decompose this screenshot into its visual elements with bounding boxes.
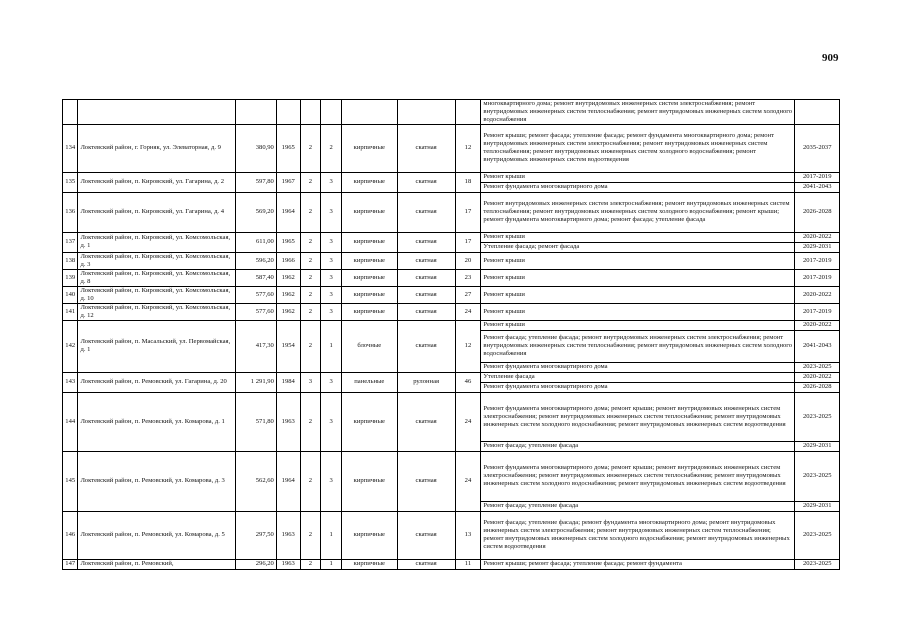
entrances-cell: 1 [321, 559, 342, 569]
period-cell: 2023-2025 [795, 511, 840, 559]
apartments-cell: 11 [455, 559, 481, 569]
roof-type-cell: скатная [397, 252, 455, 269]
roof-type-cell: скатная [397, 172, 455, 192]
floors-cell: 2 [300, 451, 321, 511]
table-row [63, 511, 840, 559]
works-cell: Ремонт фундамента многоквартирного дома; ремонт крыши; ремонт внутридомовых инженерных систем электроснабжения; ремонт внутридомовых инженерных систем теплоснабжения; ремонт внутридомовых инженерных систем холодного водоснабжения; ремонт внутридомовых инженерных систем водоотведения [481, 392, 795, 441]
year-cell: 1962 [276, 269, 300, 286]
works-cell: Ремонт фундамента многоквартирного дома; ремонт крыши; ремонт внутридомовых инженерных систем электроснабжения; ремонт внутридомовых инженерных систем теплоснабжения; ремонт внутридомовых инженерных систем холодного водоснабжения; ремонт внутридомовых инженерных систем водоотведения [481, 451, 795, 501]
address-cell: Локтевский район, п. Ремовский, [78, 559, 235, 569]
area-cell: 587,40 [235, 269, 276, 286]
wall-material-cell: кирпичные [341, 511, 397, 559]
table-row [63, 232, 840, 242]
table-row [63, 286, 840, 303]
roof-type-cell: скатная [397, 303, 455, 320]
table-row [63, 559, 840, 569]
floors-cell: 2 [300, 286, 321, 303]
entrances-cell: 1 [321, 511, 342, 559]
apartments-cell: 20 [455, 252, 481, 269]
period-cell: 2023-2025 [795, 451, 840, 501]
roof-type-cell: скатная [397, 232, 455, 252]
wall-material-cell: блочные [341, 320, 397, 372]
year-cell: 1962 [276, 303, 300, 320]
period-cell: 2026-2028 [795, 192, 840, 232]
capital-repair-table [62, 99, 840, 570]
entrances-cell: 2 [321, 124, 342, 172]
row-number-cell: 138 [63, 252, 78, 269]
table-row [63, 269, 840, 286]
address-cell: Локтевский район, п. Кировский, ул. Гагарина, д. 4 [78, 192, 235, 232]
works-cell: Ремонт внутридомовых инженерных систем электроснабжения; ремонт внутридомовых инженерных систем теплоснабжения; ремонт внутридомовых инженерных систем холодного водоснабжения; ремонт крыши; ремонт фундамента многоквартирного дома; ремонт фасада; утепление фасада [481, 192, 795, 232]
entrances-cell: 3 [321, 192, 342, 232]
table-row [63, 320, 840, 330]
area-cell: 577,60 [235, 303, 276, 320]
entrances-cell: 3 [321, 269, 342, 286]
row-number-cell: 142 [63, 320, 78, 372]
roof-type-cell: скатная [397, 192, 455, 232]
row-number-cell: 144 [63, 392, 78, 451]
apartments-cell: 13 [455, 511, 481, 559]
address-cell: Локтевский район, п. Кировский, ул. Комсомольская, д. 1 [78, 232, 235, 252]
year-cell: 1965 [276, 124, 300, 172]
row-number-cell: 147 [63, 559, 78, 569]
floors-cell: 2 [300, 192, 321, 232]
address-cell: Локтевский район, п. Ремовский, ул. Комарова, д. 5 [78, 511, 235, 559]
works-cell: Утепление фасада [481, 372, 795, 382]
row-number-cell: 146 [63, 511, 78, 559]
works-cell: Ремонт крыши [481, 232, 795, 242]
wall-material-cell: кирпичные [341, 124, 397, 172]
roof-type-cell: скатная [397, 320, 455, 372]
apartments-cell: 27 [455, 286, 481, 303]
period-cell: 2017-2019 [795, 172, 840, 182]
page-number: 909 [822, 52, 839, 64]
roof-type-cell: скатная [397, 392, 455, 451]
apartments-cell: 24 [455, 451, 481, 511]
works-cell: Ремонт крыши [481, 269, 795, 286]
entrances-cell: 3 [321, 303, 342, 320]
area-cell: 577,60 [235, 286, 276, 303]
address-cell: Локтевский район, п. Масальский, ул. Первомайская, д. 1 [78, 320, 235, 372]
apartments-cell: 23 [455, 269, 481, 286]
table-body [63, 100, 840, 570]
wall-material-cell: кирпичные [341, 192, 397, 232]
year-cell: 1967 [276, 172, 300, 192]
apartments-cell: 46 [455, 372, 481, 392]
address-cell: Локтевский район, п. Кировский, ул. Комсомольская, д. 3 [78, 252, 235, 269]
table-row [63, 303, 840, 320]
entrances-cell: 3 [321, 172, 342, 192]
apartments-cell: 17 [455, 232, 481, 252]
works-cell: Ремонт крыши [481, 320, 795, 330]
entrances-cell: 3 [321, 451, 342, 511]
works-cell: Ремонт крыши; ремонт фасада; утепление фасада; ремонт фундамента многоквартирного дома; ремонт внутридомовых инженерных систем электроснабжения; ремонт внутридомовых инженерных систем теплоснабжения; ремонт внутридомовых инженерных систем холодного водоснабжения; ремонт внутридомовых инженерных систем водоотведения [481, 124, 795, 172]
works-cell: Ремонт крыши [481, 303, 795, 320]
period-cell: 2041-2043 [795, 330, 840, 362]
period-cell: 2041-2043 [795, 182, 840, 192]
period-cell: 2020-2022 [795, 232, 840, 242]
area-cell: 611,00 [235, 232, 276, 252]
address-cell: Локтевский район, п. Ремовский, ул. Комарова, д. 1 [78, 392, 235, 451]
wall-material-cell: кирпичные [341, 392, 397, 451]
period-cell: 2029-2031 [795, 242, 840, 252]
area-cell: 380,90 [235, 124, 276, 172]
entrances-cell: 3 [321, 252, 342, 269]
roof-type-cell: скатная [397, 559, 455, 569]
address-cell [78, 100, 235, 125]
wall-material-cell: кирпичные [341, 252, 397, 269]
row-number-cell: 140 [63, 286, 78, 303]
period-cell: 2023-2025 [795, 559, 840, 569]
period-cell: 2023-2025 [795, 362, 840, 372]
entrances-cell [321, 100, 342, 125]
apartments-cell: 12 [455, 124, 481, 172]
roof-type-cell: скатная [397, 511, 455, 559]
floors-cell: 2 [300, 124, 321, 172]
address-cell: Локтевский район, п. Кировский, ул. Комсомольская, д. 8 [78, 269, 235, 286]
year-cell: 1964 [276, 451, 300, 511]
year-cell: 1963 [276, 511, 300, 559]
floors-cell: 2 [300, 392, 321, 451]
period-cell: 2035-2037 [795, 124, 840, 172]
wall-material-cell: кирпичные [341, 232, 397, 252]
table-row [63, 451, 840, 501]
floors-cell: 2 [300, 232, 321, 252]
wall-material-cell: кирпичные [341, 286, 397, 303]
row-number-cell: 134 [63, 124, 78, 172]
table-row [63, 124, 840, 172]
year-cell: 1963 [276, 559, 300, 569]
table-row [63, 392, 840, 441]
works-cell: Ремонт фундамента многоквартирного дома [481, 182, 795, 192]
works-cell: Ремонт крыши [481, 286, 795, 303]
row-number-cell [63, 100, 78, 125]
roof-type-cell: скатная [397, 451, 455, 511]
entrances-cell: 3 [321, 392, 342, 451]
wall-material-cell: кирпичные [341, 451, 397, 511]
floors-cell: 2 [300, 511, 321, 559]
area-cell [235, 100, 276, 125]
works-cell: Ремонт крыши [481, 252, 795, 269]
address-cell: Локтевский район, г. Горняк, ул. Элеваторная, д. 9 [78, 124, 235, 172]
floors-cell: 2 [300, 252, 321, 269]
year-cell: 1954 [276, 320, 300, 372]
floors-cell [300, 100, 321, 125]
address-cell: Локтевский район, п. Кировский, ул. Комсомольская, д. 12 [78, 303, 235, 320]
apartments-cell [455, 100, 481, 125]
roof-type-cell: рулонная [397, 372, 455, 392]
area-cell: 417,30 [235, 320, 276, 372]
floors-cell: 2 [300, 559, 321, 569]
row-number-cell: 141 [63, 303, 78, 320]
year-cell: 1964 [276, 192, 300, 232]
floors-cell: 2 [300, 172, 321, 192]
works-cell: Ремонт фундамента многоквартирного дома [481, 362, 795, 372]
wall-material-cell: панельные [341, 372, 397, 392]
works-cell: Ремонт фасада; утепление фасада [481, 501, 795, 511]
floors-cell: 3 [300, 372, 321, 392]
period-cell: 2026-2028 [795, 382, 840, 392]
area-cell: 596,20 [235, 252, 276, 269]
works-cell: Ремонт фундамента многоквартирного дома [481, 382, 795, 392]
row-number-cell: 137 [63, 232, 78, 252]
address-cell: Локтевский район, п. Кировский, ул. Комсомольская, д. 10 [78, 286, 235, 303]
area-cell: 1 291,90 [235, 372, 276, 392]
area-cell: 569,20 [235, 192, 276, 232]
area-cell: 562,60 [235, 451, 276, 511]
year-cell: 1962 [276, 286, 300, 303]
table-row [63, 100, 840, 125]
wall-material-cell: кирпичные [341, 303, 397, 320]
wall-material-cell: кирпичные [341, 559, 397, 569]
works-cell: Ремонт фасада; утепление фасада; ремонт фундамента многоквартирного дома; ремонт внутридомовых инженерных систем электроснабжения; ремонт внутридомовых инженерных систем теплоснабжения; ремонт внутридомовых инженерных систем холодного водоснабжения; ремонт внутридомовых инженерных систем водоотведения [481, 511, 795, 559]
wall-material-cell: кирпичные [341, 269, 397, 286]
row-number-cell: 145 [63, 451, 78, 511]
period-cell: 2017-2019 [795, 252, 840, 269]
address-cell: Локтевский район, п. Ремовский, ул. Гагарина, д. 20 [78, 372, 235, 392]
table-row [63, 372, 840, 382]
apartments-cell: 24 [455, 392, 481, 451]
wall-material-cell [341, 100, 397, 125]
works-cell: Ремонт фасада; утепление фасада; ремонт внутридомовых инженерных систем электроснабжения; ремонт внутридомовых инженерных систем теплоснабжения; ремонт внутридомовых инженерных систем холодного водоснабжения [481, 330, 795, 362]
floors-cell: 2 [300, 269, 321, 286]
area-cell: 597,80 [235, 172, 276, 192]
apartments-cell: 17 [455, 192, 481, 232]
address-cell: Локтевский район, п. Ремовский, ул. Комарова, д. 3 [78, 451, 235, 511]
area-cell: 296,20 [235, 559, 276, 569]
apartments-cell: 12 [455, 320, 481, 372]
area-cell: 297,50 [235, 511, 276, 559]
address-cell: Локтевский район, п. Кировский, ул. Гагарина, д. 2 [78, 172, 235, 192]
period-cell: 2020-2022 [795, 372, 840, 382]
period-cell [795, 100, 840, 125]
works-cell: Ремонт крыши; ремонт фасада; утепление фасада; ремонт фундамента [481, 559, 795, 569]
table-row [63, 172, 840, 182]
entrances-cell: 1 [321, 320, 342, 372]
period-cell: 2017-2019 [795, 303, 840, 320]
roof-type-cell [397, 100, 455, 125]
entrances-cell: 3 [321, 372, 342, 392]
works-cell: Ремонт фасада; утепление фасада [481, 441, 795, 451]
row-number-cell: 135 [63, 172, 78, 192]
table-row [63, 252, 840, 269]
wall-material-cell: кирпичные [341, 172, 397, 192]
apartments-cell: 24 [455, 303, 481, 320]
entrances-cell: 3 [321, 232, 342, 252]
row-number-cell: 136 [63, 192, 78, 232]
floors-cell: 2 [300, 320, 321, 372]
year-cell: 1984 [276, 372, 300, 392]
works-cell: Ремонт крыши [481, 172, 795, 182]
period-cell: 2020-2022 [795, 286, 840, 303]
year-cell [276, 100, 300, 125]
table-row [63, 192, 840, 232]
roof-type-cell: скатная [397, 269, 455, 286]
period-cell: 2020-2022 [795, 320, 840, 330]
period-cell: 2017-2019 [795, 269, 840, 286]
apartments-cell: 18 [455, 172, 481, 192]
works-cell: Утепление фасада; ремонт фасада [481, 242, 795, 252]
year-cell: 1966 [276, 252, 300, 269]
entrances-cell: 3 [321, 286, 342, 303]
period-cell: 2023-2025 [795, 392, 840, 441]
year-cell: 1963 [276, 392, 300, 451]
year-cell: 1965 [276, 232, 300, 252]
row-number-cell: 143 [63, 372, 78, 392]
row-number-cell: 139 [63, 269, 78, 286]
floors-cell: 2 [300, 303, 321, 320]
works-cell: многоквартирного дома; ремонт внутридомовых инженерных систем электроснабжения; ремонт внутридомовых инженерных систем теплоснабжения; ремонт внутридомовых инженерных систем холодного водоснабжения [481, 100, 795, 125]
roof-type-cell: скатная [397, 286, 455, 303]
roof-type-cell: скатная [397, 124, 455, 172]
period-cell: 2029-2031 [795, 501, 840, 511]
period-cell: 2029-2031 [795, 441, 840, 451]
area-cell: 571,80 [235, 392, 276, 451]
